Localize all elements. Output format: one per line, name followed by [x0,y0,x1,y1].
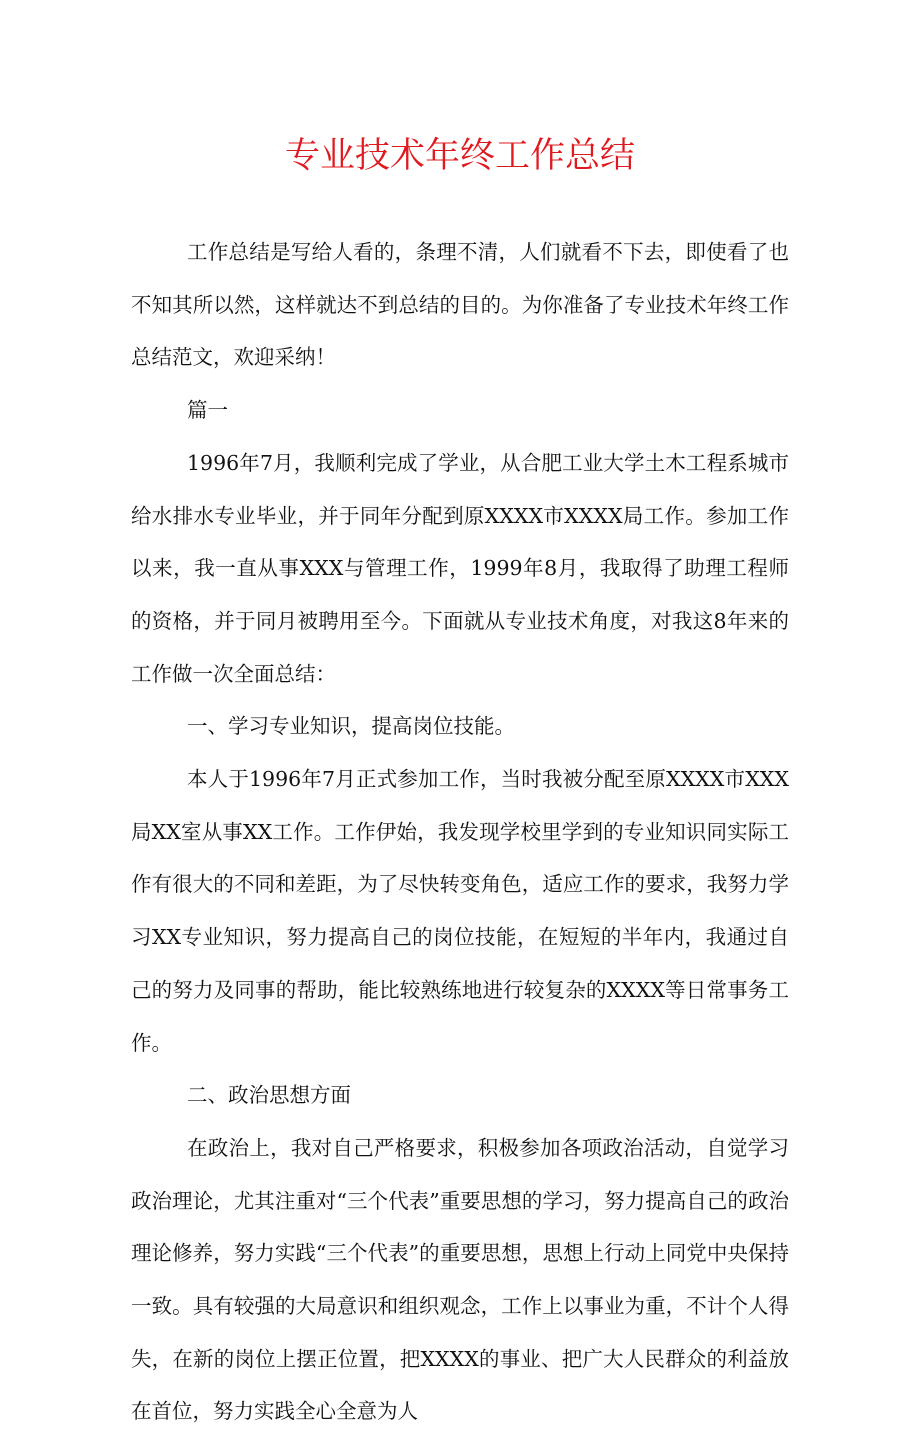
paragraph-background: 1996年7月，我顺利完成了学业，从合肥工业大学土木工程系城市给水排水专业毕业，并于同年分配到原XXXX市XXXX局工作。参加工作以来，我一直从事XXX与管理工作，1999年8月，我取得了助理工程师的资格，并于同月被聘用至今。下面就从专业技术角度，对我这8年来的工作做一次全面总结： [131,450,789,686]
document-body [131,226,789,1438]
section-heading-politics: 二、政治思想方面 [187,1083,351,1108]
paragraph-politics: 在政治上，我对自己严格要求，积极参加各项政治活动，自觉学习政治理论，尤其注重对“三个代表”重要思想的学习，努力提高自己的政治理论修养，努力实践“三个代表”的重要思想，思想上行动上同党中央保持一致。具有较强的大局意识和组织观念，工作上以事业为重，不计个人得失，在新的岗位上摆正位置，把XXXX的事业、把广大人民群众的利益放在首位，努力实践全心全意为人 [131,1135,789,1424]
paragraph-study: 本人于1996年7月正式参加工作，当时我被分配至原XXXX市XXX局XX室从事XX工作。工作伊始，我发现学校里学到的专业知识同实际工作有很大的不同和差距，为了尽快转变角色，适应工作的要求，我努力学习XX专业知识，努力提高自己的岗位技能，在短短的半年内，我通过自己的努力及同事的帮助，能比较熟练地进行较复杂的XXXX等日常事务工作。 [131,767,789,1055]
paragraph-intro: 工作总结是写给人看的，条理不清，人们就看不下去，即使看了也不知其所以然，这样就达不到总结的目的。为你准备了专业技术年终工作总结范文，欢迎采纳！ [131,240,789,370]
section-heading-part-one: 篇一 [187,398,228,423]
section-heading-study: 一、学习专业知识，提高岗位技能。 [187,714,515,739]
document-title: 专业技术年终工作总结 [284,136,635,176]
